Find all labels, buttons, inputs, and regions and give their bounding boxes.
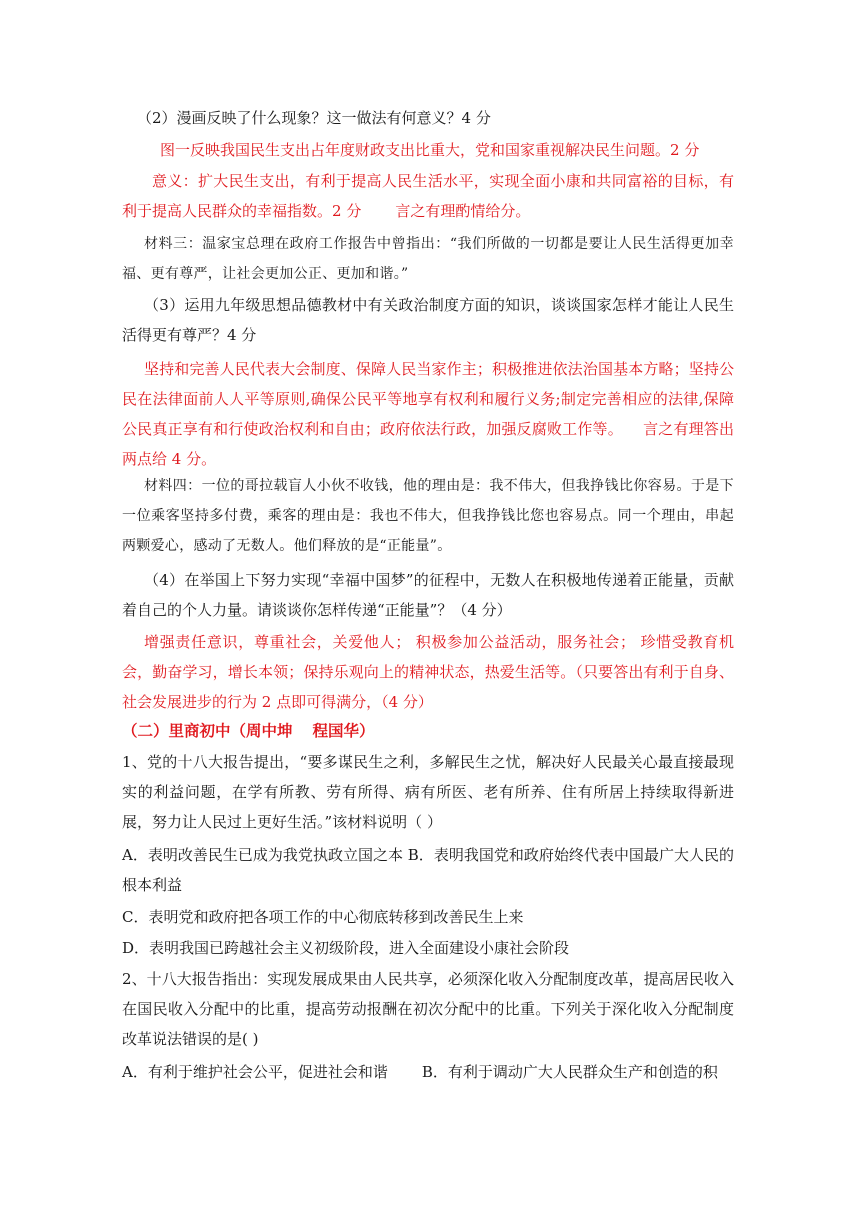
answer-2-note: 言之有理酌情给分。 <box>395 202 531 220</box>
answer-3-note: 言之有理答出两点给 4 分。 <box>122 420 734 468</box>
section-title <box>122 716 734 746</box>
question-3: （3）运用九年级思想品德教材中有关政治制度方面的知识，谈谈国家怎样才能让人民生活得更有尊严？4 分 <box>122 296 734 344</box>
item-1-option-ab: A．表明改善民生已成为我党执政立国之本 B．表明我国党和政府始终代表中国最广大人民的根本利益 <box>122 846 734 894</box>
item-2-options <box>122 1057 734 1087</box>
answer-3 <box>122 354 734 474</box>
question-4: （4）在举国上下努力实现“幸福中国梦”的征程中，无数人在积极地传递着正能量，贡献着自己的个人力量。请谈谈你怎样传递“正能量”？（4 分） <box>122 571 734 619</box>
question-2: （2）漫画反映了什么现象？这一做法有何意义？4 分 <box>137 109 491 127</box>
item-1-stem: 1、党的十八大报告提出，“要多谋民生之利，多解民生之忧，解决好人民最关心最直接最现实的利益问题，在学有所教、劳有所得、病有所医、老有所养、住有所居上持续取得新进展，努力让人民过上更好生活。”该材料说明（ ） <box>122 753 734 831</box>
material-3: 材料三：温家宝总理在政府工作报告中曾指出：“我们所做的一切都是要让人民生活得更加幸福、更有尊严，让社会更加公正、更加和谐。” <box>122 236 734 282</box>
answer-3-text: 坚持和完善人民代表大会制度、保障人民当家作主；积极推进依法治国基本方略；坚持公民在法律面前人人平等原则,确保公民平等地享有权利和履行义务;制定完善相应的法律,保障公民真正享有和行使政治权利和自由；政府依法行政，加强反腐败工作等。 <box>122 360 734 438</box>
answer-4: 增强责任意识，尊重社会，关爱他人； 积极参加公益活动，服务社会； 珍惜受教育机会，勤奋学习，增长本领；保持乐观向上的精神状态，热爱生活等。（只要答出有利于自身、社会发展进步的行为 2 点即可得满分，（4 分） <box>122 633 734 711</box>
item-2-stem: 2、十八大报告指出：实现发展成果由人民共享，必须深化收入分配制度改革，提高居民收入在国民收入分配中的比重，提高劳动报酬在初次分配中的比重。下列关于深化收入分配制度改革说法错误的是( ) <box>122 970 734 1048</box>
item-2-option-a: A．有利于维护社会公平，促进社会和谐 <box>122 1063 388 1081</box>
section-title-school: （二）里商初中（周中坤 <box>122 721 293 740</box>
item-1-option-d: D．表明我国已跨越社会主义初级阶段，进入全面建设小康社会阶段 <box>122 939 570 957</box>
item-2-option-b: B．有利于调动广大人民群众生产和创造的积 <box>421 1063 718 1081</box>
material-4: 材料四：一位的哥拉载盲人小伙不收钱，他的理由是：我不伟大，但我挣钱比你容易。于是下一位乘客坚持多付费，乘客的理由是：我也不伟大，但我挣钱比您也容易点。同一个理由，串起两颗爱心，感动了无数人。他们释放的是“正能量”。 <box>122 478 734 554</box>
section-title-author: 程国华） <box>312 721 375 740</box>
answer-2-line-1: 图一反映我国民生支出占年度财政支出比重大，党和国家重视解决民生问题。2 分 <box>160 141 700 159</box>
answer-2-significance-text: 意义：扩大民生支出，有利于提高人民生活水平，实现全面小康和共同富裕的目标，有利于提高人民群众的幸福指数。2 分 <box>122 172 734 220</box>
answer-2-significance <box>122 166 734 226</box>
item-1-option-c: C．表明党和政府把各项工作的中心彻底转移到改善民生上来 <box>122 908 524 926</box>
